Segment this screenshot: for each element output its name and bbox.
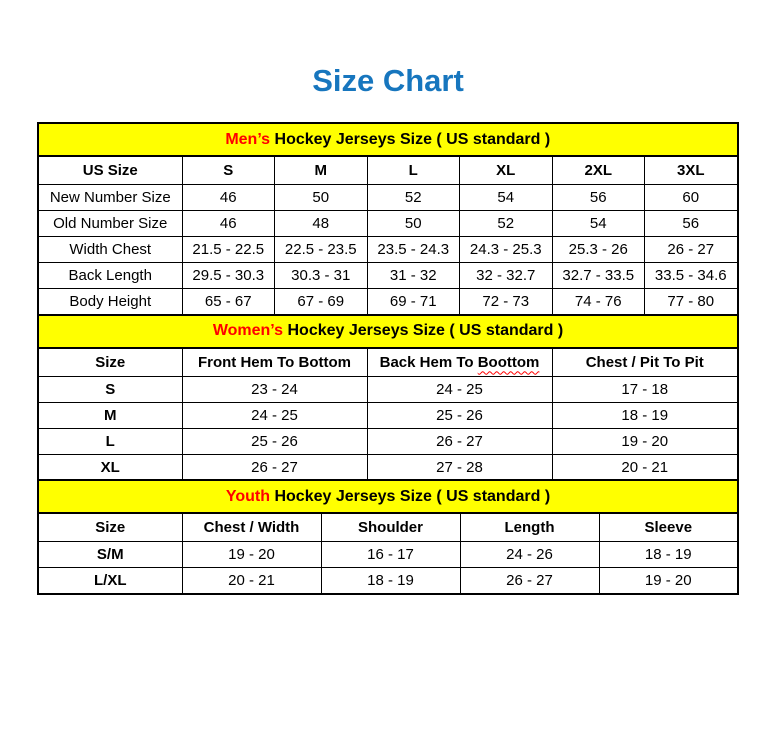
mens-size-table <box>37 122 739 316</box>
mens-table-title <box>38 123 738 156</box>
table-cell: 30.3 - 31 <box>275 263 368 289</box>
table-cell: 46 <box>182 185 275 211</box>
column-header: M <box>275 156 368 185</box>
table-cell: 19 - 20 <box>599 568 738 595</box>
table-cell: 31 - 32 <box>367 263 460 289</box>
table-cell: 54 <box>552 211 645 237</box>
row-label: Back Length <box>38 263 182 289</box>
table-row <box>38 211 738 237</box>
misspelled-word: Boottom <box>477 353 540 371</box>
column-header: Chest / Pit To Pit <box>552 348 738 377</box>
column-header: Front Hem To Bottom <box>182 348 367 377</box>
column-header: Chest / Width <box>182 513 321 542</box>
row-label: L/XL <box>38 568 182 595</box>
table-row <box>38 185 738 211</box>
table-cell: 52 <box>367 185 460 211</box>
row-label: New Number Size <box>38 185 182 211</box>
table-row <box>38 376 738 402</box>
table-cell: 56 <box>552 185 645 211</box>
column-header-text: Back Hem To <box>379 353 474 371</box>
table-cell: 24 - 25 <box>182 402 367 428</box>
table-cell: 27 - 28 <box>367 454 552 481</box>
column-header <box>367 348 552 377</box>
table-cell: 77 - 80 <box>645 289 738 316</box>
row-label: Width Chest <box>38 237 182 263</box>
womens-column-header-row <box>38 348 738 377</box>
table-cell: 19 - 20 <box>182 542 321 568</box>
table-cell: 26 - 27 <box>367 428 552 454</box>
youth-table-title-row <box>38 480 738 513</box>
table-cell: 22.5 - 23.5 <box>275 237 368 263</box>
row-label: L <box>38 428 182 454</box>
youth-size-table <box>37 479 739 595</box>
row-label: S <box>38 376 182 402</box>
table-cell: 18 - 19 <box>321 568 460 595</box>
row-label: Old Number Size <box>38 211 182 237</box>
column-header: Size <box>38 348 182 377</box>
table-cell: 50 <box>367 211 460 237</box>
table-cell: 23.5 - 24.3 <box>367 237 460 263</box>
table-row <box>38 428 738 454</box>
table-cell: 74 - 76 <box>552 289 645 316</box>
mens-title-accent: Men’s <box>225 130 271 148</box>
table-cell: 18 - 19 <box>599 542 738 568</box>
table-cell: 17 - 18 <box>552 376 738 402</box>
table-cell: 24 - 26 <box>460 542 599 568</box>
table-row <box>38 542 738 568</box>
table-cell: 18 - 19 <box>552 402 738 428</box>
table-cell: 21.5 - 22.5 <box>182 237 275 263</box>
column-header: US Size <box>38 156 182 185</box>
table-cell: 50 <box>275 185 368 211</box>
womens-title-rest: Hockey Jerseys Size ( US standard ) <box>287 322 564 339</box>
column-header: Shoulder <box>321 513 460 542</box>
womens-title-accent: Women’s <box>212 322 284 339</box>
table-cell: 25.3 - 26 <box>552 237 645 263</box>
table-row <box>38 263 738 289</box>
size-chart <box>37 122 737 595</box>
row-label: Body Height <box>38 289 182 316</box>
table-cell: 32.7 - 33.5 <box>552 263 645 289</box>
table-cell: 29.5 - 30.3 <box>182 263 275 289</box>
youth-title-rest: Hockey Jerseys Size ( US standard ) <box>274 487 551 505</box>
table-cell: 20 - 21 <box>182 568 321 595</box>
table-row <box>38 402 738 428</box>
column-header: Size <box>38 513 182 542</box>
column-header: 2XL <box>552 156 645 185</box>
page-title: Size Chart <box>312 63 464 98</box>
column-header: 3XL <box>645 156 738 185</box>
table-cell: 60 <box>645 185 738 211</box>
table-cell: 72 - 73 <box>460 289 553 316</box>
womens-table-title-row <box>38 315 738 348</box>
table-cell: 33.5 - 34.6 <box>645 263 738 289</box>
column-header: L <box>367 156 460 185</box>
table-cell: 67 - 69 <box>275 289 368 316</box>
table-cell: 56 <box>645 211 738 237</box>
womens-size-table <box>37 314 739 482</box>
table-cell: 26 - 27 <box>645 237 738 263</box>
table-cell: 24 - 25 <box>367 376 552 402</box>
table-cell: 19 - 20 <box>552 428 738 454</box>
table-cell: 46 <box>182 211 275 237</box>
table-cell: 69 - 71 <box>367 289 460 316</box>
row-label: M <box>38 402 182 428</box>
table-cell: 20 - 21 <box>552 454 738 481</box>
mens-title-rest: Hockey Jerseys Size ( US standard ) <box>274 130 551 148</box>
column-header: Sleeve <box>599 513 738 542</box>
youth-title-accent: Youth <box>225 487 271 505</box>
table-cell: 25 - 26 <box>182 428 367 454</box>
table-cell: 65 - 67 <box>182 289 275 316</box>
row-label: XL <box>38 454 182 481</box>
table-row <box>38 289 738 316</box>
column-header: Length <box>460 513 599 542</box>
table-row <box>38 568 738 595</box>
table-cell: 16 - 17 <box>321 542 460 568</box>
youth-column-header-row <box>38 513 738 542</box>
womens-table-title <box>38 315 738 348</box>
table-cell: 32 - 32.7 <box>460 263 553 289</box>
youth-table-title <box>38 480 738 513</box>
table-row <box>38 237 738 263</box>
table-cell: 24.3 - 25.3 <box>460 237 553 263</box>
table-cell: 26 - 27 <box>460 568 599 595</box>
table-cell: 52 <box>460 211 553 237</box>
table-row <box>38 454 738 481</box>
table-cell: 54 <box>460 185 553 211</box>
table-cell: 23 - 24 <box>182 376 367 402</box>
mens-table-title-row <box>38 123 738 156</box>
table-cell: 48 <box>275 211 368 237</box>
table-cell: 25 - 26 <box>367 402 552 428</box>
column-header: S <box>182 156 275 185</box>
table-cell: 26 - 27 <box>182 454 367 481</box>
mens-column-header-row <box>38 156 738 185</box>
column-header: XL <box>460 156 553 185</box>
row-label: S/M <box>38 542 182 568</box>
